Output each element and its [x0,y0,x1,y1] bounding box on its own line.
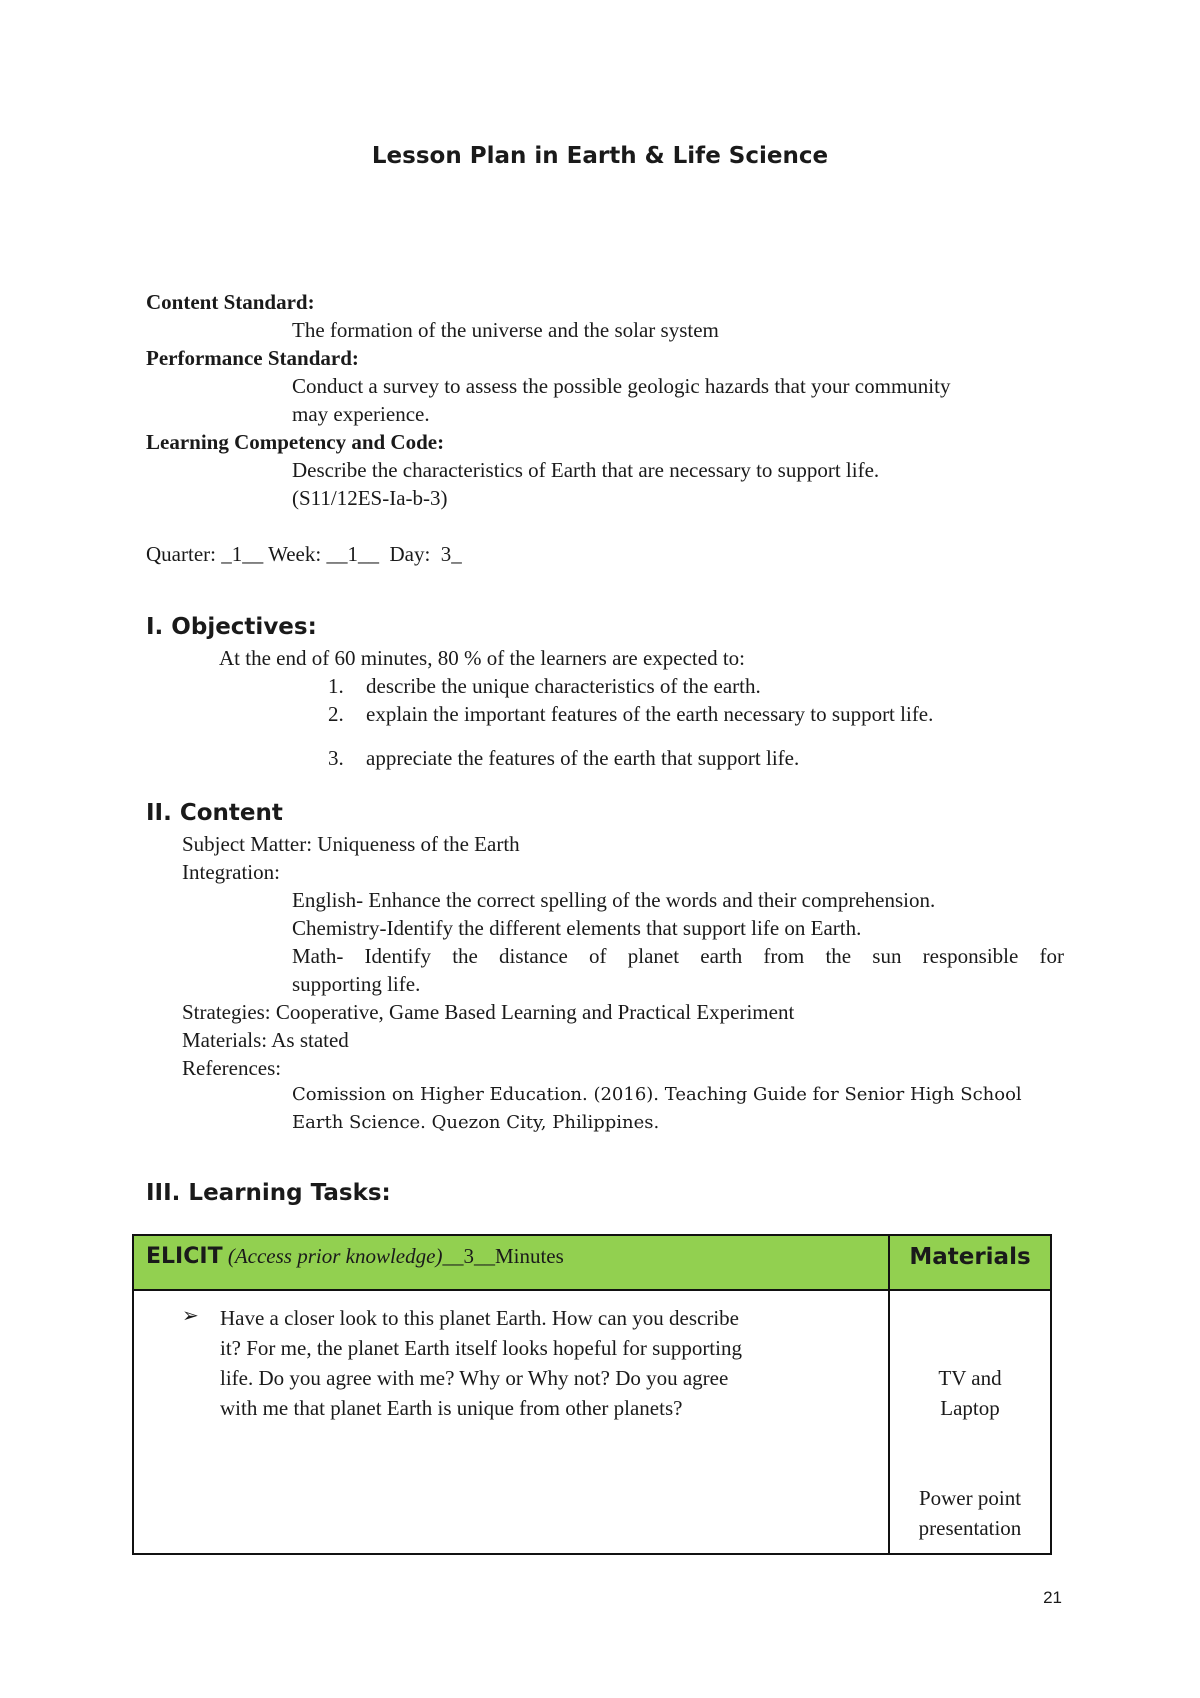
table-row [133,1290,1051,1554]
objective-item [328,746,799,771]
material-tv-laptop [890,1363,1050,1423]
objective-number: 1. [328,674,344,698]
objective-item [328,674,761,699]
elicit-minutes: __3__ [442,1244,495,1268]
objective-number: 3. [328,746,344,770]
day-label: Day: [389,542,431,566]
learning-competency-label: Learning Competency and Code: [146,430,445,454]
material-powerpoint [890,1483,1050,1543]
integration-math-line2: supporting life. [292,972,421,996]
minutes-label: Minutes [494,1244,564,1268]
week-value: __1__ [326,542,379,566]
performance-standard-label: Performance Standard: [146,346,359,370]
material-line: Power point [918,1486,1022,1510]
elicit-questions: Have a closer look to this planet Earth. How can you describe it? For me, the planet Earth itself looks hopeful for supporting life. Do you agree with me? Why or Why not? Do you agree with me that planet Earth is unique from other planets? [220,1306,742,1420]
content-heading: II. Content [146,800,283,826]
integration-chemistry: Chemistry-Identify the different elements that support life on Earth. [292,916,862,940]
schedule-line [146,542,462,567]
page-title: Lesson Plan in Earth & Life Science [371,143,829,169]
objective-text: appreciate the features of the earth that support life. [366,746,800,770]
integration-label: Integration: [182,860,280,884]
elicit-activity-cell [133,1290,889,1554]
strategies: Strategies: Cooperative, Game Based Learning and Practical Experiment [182,1000,795,1024]
content-standard-label: Content Standard: [146,290,315,314]
objectives-intro: At the end of 60 minutes, 80 % of the learners are expected to: [219,646,745,670]
subject-matter: Subject Matter: Uniqueness of the Earth [182,832,520,856]
reference-line2: Earth Science. Quezon City, Philippines. [292,1112,660,1133]
performance-standard-line1: Conduct a survey to assess the possible geologic hazards that your community [292,374,951,398]
page-number: 21 [1043,1588,1062,1607]
reference-line1: Comission on Higher Education. (2016). Teaching Guide for Senior High School [292,1084,1022,1105]
week-label: Week: [268,542,322,566]
learning-tasks-heading: III. Learning Tasks: [146,1180,391,1206]
learning-competency-code: (S11/12ES-Ia-b-3) [292,486,448,510]
materials-cell [889,1290,1051,1554]
materials-header-cell [889,1235,1051,1290]
performance-standard-line2: may experience. [292,402,430,426]
content-standard-text: The formation of the universe and the solar system [292,318,719,342]
arrow-bullet-icon: ➢ [182,1305,199,1327]
learning-competency-text: Describe the characteristics of Earth that are necessary to support life. [292,458,880,482]
material-line: Laptop [940,1396,1000,1420]
elicit-header-cell [133,1235,889,1290]
material-line: presentation [918,1516,1022,1540]
quarter-label: Quarter: [146,542,216,566]
elicit-description: (Access prior knowledge) [227,1244,443,1268]
elicit-label: ELICIT [146,1244,223,1269]
objective-text: describe the unique characteristics of the earth. [366,674,761,698]
table-header-row [133,1235,1051,1290]
material-line: TV and [938,1366,1002,1390]
objective-item [328,702,933,727]
learning-tasks-table [132,1234,1052,1555]
materials-header: Materials [909,1244,1031,1270]
objective-number: 2. [328,702,344,726]
day-value: 3_ [440,542,462,566]
quarter-value: _1__ [221,542,264,566]
objectives-heading: I. Objectives: [146,614,317,640]
integration-english: English- Enhance the correct spelling of the words and their comprehension. [292,888,936,912]
integration-math-line1: Math- Identify the distance of planet earth from the sun responsible for [292,944,1064,968]
references-label: References: [182,1056,282,1080]
objective-text: explain the important features of the earth necessary to support life. [366,702,934,726]
materials: Materials: As stated [182,1028,349,1052]
